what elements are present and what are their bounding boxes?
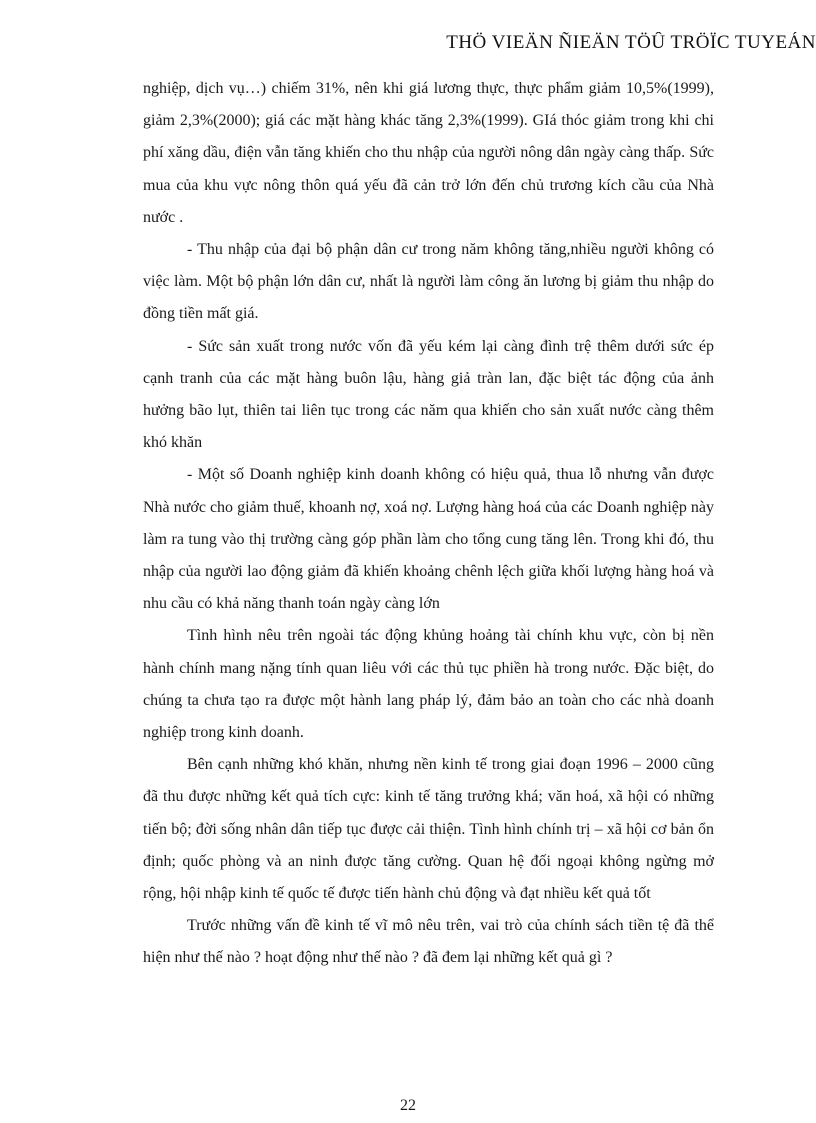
paragraph-question: Trước những vấn đề kinh tế vĩ mô nêu trên, vai trò của chính sách tiền tệ đã thể hiện như thế nào ? hoạt động như thế nào ? đã đem lại những kết quả gì ? xyxy=(143,917,714,967)
paragraph-income: - Thu nhập của đại bộ phận dân cư trong năm không tăng,nhiều người không có việc làm. Một bộ phận lớn dân cư, nhất là người làm công ăn lương bị giảm thu nhập do đồng tiền mất giá. xyxy=(143,241,714,323)
paragraph-production: - Sức sản xuất trong nước vốn đã yếu kém lại càng đình trệ thêm dưới sức ép cạnh tranh của các mặt hàng buôn lậu, hàng giả tràn lan, đặc biệt tác động của ảnh hưởng bão lụt, thiên tai liên tục trong các năm qua khiến cho sản xuất nước càng thêm khó khăn xyxy=(143,337,714,452)
page-number: 22 xyxy=(400,1097,416,1114)
paragraph-enterprises: - Một số Doanh nghiệp kinh doanh không có hiệu quả, thua lỗ nhưng vẫn được Nhà nước cho giảm thuế, khoanh nợ, xoá nợ. Lượng hàng hoá của các Doanh nghiệp này làm ra tung vào thị trường càng góp phần làm cho tổng cung tăng lên. Trong khi đó, thu nhập của người lao động giảm đã khiến khoảng chênh lệch giữa khối lượng hàng hoá và nhu cầu có khả năng thanh toán ngày càng lớn xyxy=(143,466,714,613)
page-header: THÖ VIEÄN ÑIEÄN TÖÛ TRÖÏC TUYEÁN xyxy=(446,32,816,53)
paragraph-continuation: nghiệp, dịch vụ…) chiếm 31%, nên khi giá lương thực, thực phẩm giảm 10,5%(1999), giảm 2,3%(2000); giá các mặt hàng khác tăng 2,3%(1999). GIá thóc giảm trong khi chi phí xăng dầu, điện vẫn tăng khiến cho thu nhập của người nông dân ngày càng thấp. Sức mua của khu vực nông thôn quá yếu đã cản trở lớn đến chủ trương kích cầu của Nhà nước . xyxy=(143,80,714,226)
document-body xyxy=(143,73,714,975)
paragraph-achievements: Bên cạnh những khó khăn, nhưng nền kinh tế trong giai đoạn 1996 – 2000 cũng đã thu được những kết quả tích cực: kinh tế tăng trưởng khá; văn hoá, xã hội có những tiến bộ; đời sống nhân dân tiếp tục được cải thiện. Tình hình chính trị – xã hội cơ bản ổn định; quốc phòng và an ninh được tăng cường. Quan hệ đối ngoại không ngừng mở rộng, hội nhập kinh tế quốc tế được tiến hành chủ động và đạt nhiều kết quả tốt xyxy=(143,756,714,903)
paragraph-situation: Tình hình nêu trên ngoài tác động khủng hoảng tài chính khu vực, còn bị nền hành chính mang nặng tính quan liêu với các thủ tục phiền hà trong nước. Đặc biệt, do chúng ta chưa tạo ra được một hành lang pháp lý, đảm bảo an toàn cho các nhà doanh nghiệp trong kinh doanh. xyxy=(143,627,714,742)
